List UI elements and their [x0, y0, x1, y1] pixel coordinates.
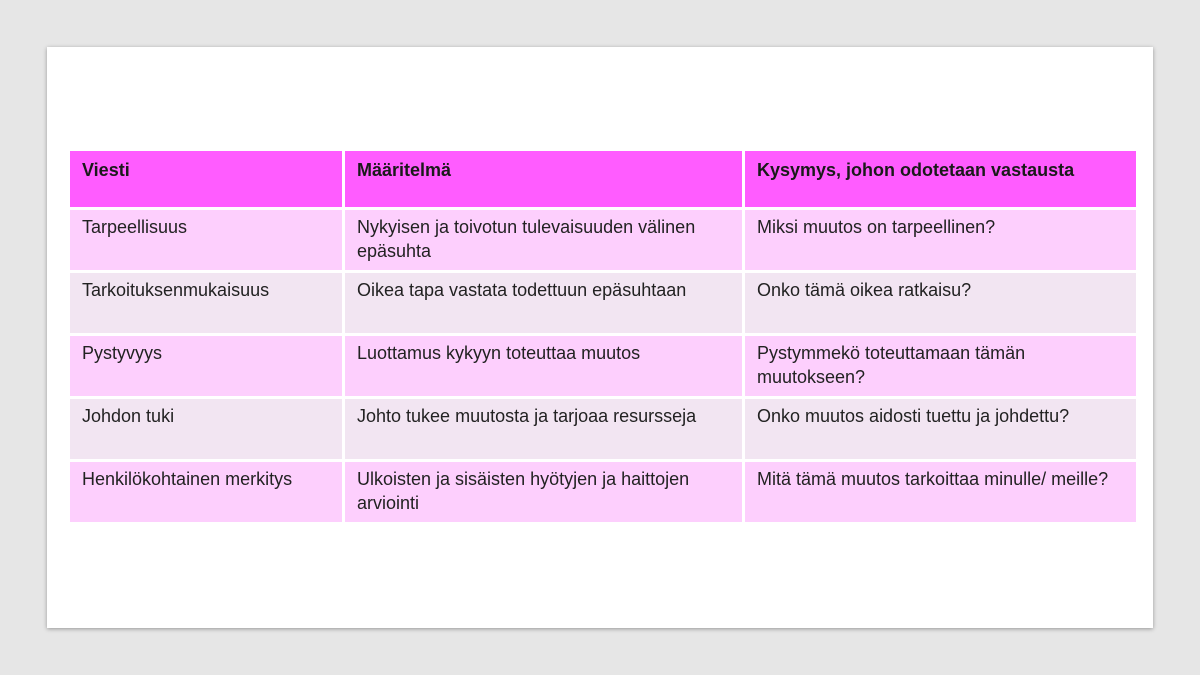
cell-message: Tarpeellisuus: [70, 210, 342, 270]
table-row: [70, 336, 1136, 396]
cell-question: Onko muutos aidosti tuettu ja johdettu?: [745, 399, 1136, 459]
cell-definition: Johto tukee muutosta ja tarjoaa resursseja: [345, 399, 742, 459]
table-row: [70, 273, 1136, 333]
cell-definition: Luottamus kykyyn toteuttaa muutos: [345, 336, 742, 396]
table-header-row: [70, 151, 1136, 207]
header-message: Viesti: [70, 151, 342, 207]
cell-message: Tarkoituksenmukaisuus: [70, 273, 342, 333]
cell-definition: Oikea tapa vastata todettuun epäsuhtaan: [345, 273, 742, 333]
table-row: [70, 210, 1136, 270]
cell-message: Johdon tuki: [70, 399, 342, 459]
table-row: [70, 399, 1136, 459]
header-question: Kysymys, johon odotetaan vastausta: [745, 151, 1136, 207]
cell-message: Henkilökohtainen merkitys: [70, 462, 342, 522]
header-definition: Määritelmä: [345, 151, 742, 207]
cell-definition: Ulkoisten ja sisäisten hyötyjen ja haittojen arviointi: [345, 462, 742, 522]
message-table: [67, 148, 1139, 525]
cell-question: Miksi muutos on tarpeellinen?: [745, 210, 1136, 270]
cell-question: Onko tämä oikea ratkaisu?: [745, 273, 1136, 333]
cell-definition: Nykyisen ja toivotun tulevaisuuden välinen epäsuhta: [345, 210, 742, 270]
slide: [47, 47, 1153, 628]
cell-message: Pystyvyys: [70, 336, 342, 396]
cell-question: Mitä tämä muutos tarkoittaa minulle/ meille?: [745, 462, 1136, 522]
table-row: [70, 462, 1136, 522]
cell-question: Pystymmekö toteuttamaan tämän muutokseen?: [745, 336, 1136, 396]
